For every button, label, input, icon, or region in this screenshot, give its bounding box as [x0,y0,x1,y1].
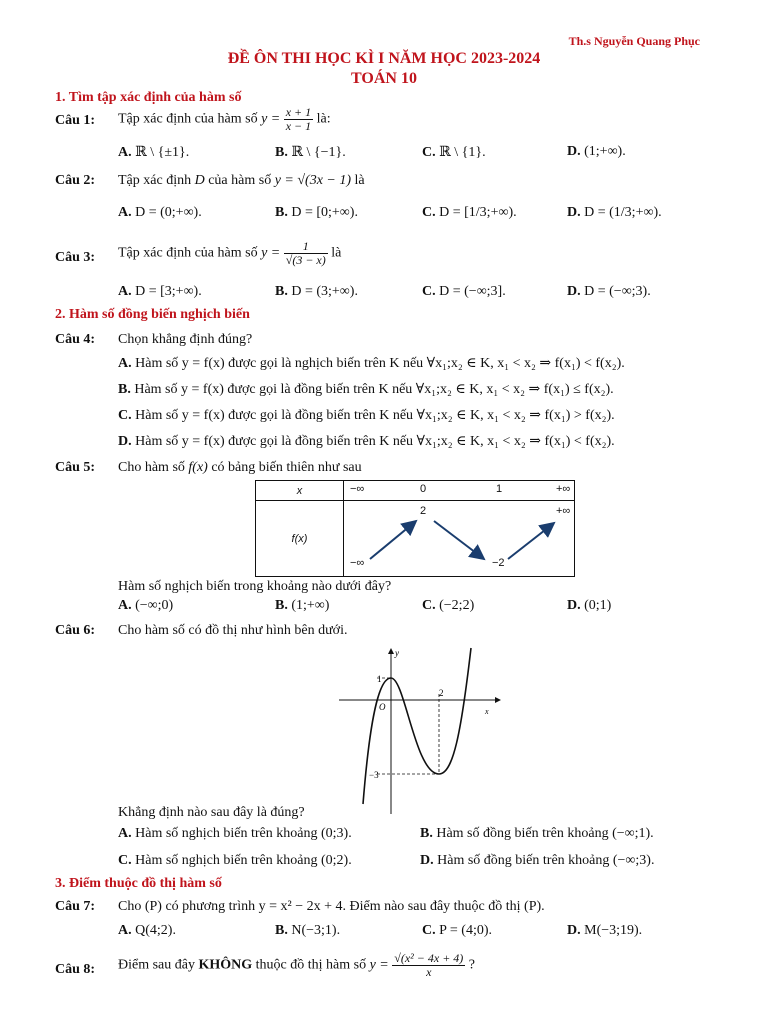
question-label-6: Câu 6: [55,623,96,638]
q1-numerator: x + 1 [285,105,312,119]
q2-option-c-text: D = [1/3;+∞). [439,205,517,220]
table-x-header: x [256,481,344,501]
q6-option-c: C. Hàm số nghịch biến trên khoảng (0;2). [118,853,352,868]
q2-option-d-text: D = (1/3;+∞). [584,205,662,220]
q2-option-c: C. D = [1/3;+∞). [422,205,517,220]
q6-option-a: A. Hàm số nghịch biến trên khoảng (0;3). [118,826,352,841]
question-text-7: Cho (P) có phương trình y = x² − 2x + 4. Điểm nào sau đây thuộc đồ thị (P). [118,899,545,914]
q7-option-a: A. Q(4;2). [118,923,176,938]
y-axis-arrow [388,648,394,654]
q8-fraction [392,952,465,979]
q7-option-b: B. N(−3;1). [275,923,341,938]
q2-var: D [194,173,205,188]
q1-denominator: x − 1 [285,119,312,133]
x-value-2: 0 [420,483,427,495]
author-name: Th.s Nguyễn Quang Phục [568,34,700,48]
variation-table [255,480,575,577]
question-label-8: Câu 8: [55,962,96,977]
q5-option-a-text: (−∞;0) [135,598,174,613]
q7-option-d: D. M(−3;19). [567,923,643,938]
x-axis-arrow [495,697,501,703]
q8-text-a: Điểm sau đây [118,957,195,973]
q1-option-c-text: ℝ \ {1}. [439,145,486,160]
q7-option-c-text: P = (4;0). [439,923,493,938]
x-axis-label: x [485,707,489,716]
q1-func-lhs: y = [261,111,281,127]
q2-option-a: A. D = (0;+∞). [118,205,202,220]
question-text-4: Chọn khẳng định đúng? [118,332,253,347]
q6-option-d-text: Hàm số đồng biến trên khoảng (−∞;3). [437,853,655,868]
q8-text-b: thuộc đồ thị hàm số [255,957,367,973]
page-subtitle: TOÁN 10 [351,70,417,87]
q3-text-b: là [331,245,342,261]
q5-option-c-text: (−2;2) [439,598,475,613]
x-value-4: +∞ [556,483,571,495]
y-axis-label: y [395,648,399,658]
question-text-5 [118,460,362,476]
question-label-2: Câu 2: [55,173,96,188]
arrow-up-1 [370,521,416,559]
q4-option-a: A. Hàm số y = f(x) được gọi là nghịch biến trên K nếu ∀x₁;x₂ ∈ K, x₁ < x₂ ⇒ f(x₁) < f(x₂). [118,356,625,371]
q4-option-c-text: Hàm số y = f(x) được gọi là đồng biến trên K nếu ∀x₁;x₂ ∈ K, x₁ < x₂ ⇒ f(x₁) > f(x₂). [135,408,615,423]
f-value-2: 2 [420,505,427,517]
q4-option-c: C. Hàm số y = f(x) được gọi là đồng biến trên K nếu ∀x₁;x₂ ∈ K, x₁ < x₂ ⇒ f(x₁) > f(x₂). [118,408,615,423]
q5-text-a: Cho hàm số [118,460,185,475]
q3-func-lhs: y = [261,245,281,261]
q3-fraction [284,240,328,267]
q5-option-d-text: (0;1) [584,598,612,613]
q7-option-c: C. P = (4;0). [422,923,493,938]
q3-option-d-text: D = (−∞;3). [584,284,651,299]
question-text-6: Cho hàm số có đồ thị như hình bên dưới. [118,623,348,638]
q3-numerator: 1 [284,240,328,254]
arrow-up-2 [508,523,554,559]
q3-option-d: D. D = (−∞;3). [567,284,651,299]
section-heading-3: 3. Điểm thuộc đồ thị hàm số [55,876,222,891]
q3-option-b: B. D = (3;+∞). [275,284,358,299]
question-text-8 [118,952,475,979]
q8-numerator: √(x² − 4x + 4) [394,951,464,965]
question-text-2 [118,173,365,189]
q2-text-c: là [354,173,365,188]
table-x-values [344,481,575,501]
y-max-label: 1 [377,674,382,684]
q2-text-b: của hàm số [208,173,272,188]
question-label-1: Câu 1: [55,113,96,128]
x-value-3: 1 [496,483,503,495]
q5-func: f(x) [188,460,208,475]
question-label-7: Câu 7: [55,899,96,914]
q1-fraction [284,106,313,133]
table-fx-values [344,501,575,577]
q5-text-b: có bảng biến thiên như sau [211,460,362,475]
q6-option-b-text: Hàm số đồng biến trên khoảng (−∞;1). [436,826,654,841]
q8-func-lhs: y = [369,957,389,973]
x-tick-label: 2 [439,688,444,698]
q7-option-d-text: M(−3;19). [584,923,643,938]
q3-option-c: C. D = (−∞;3]. [422,284,506,299]
q5-option-b-text: (1;+∞) [291,598,330,613]
q5-question: Hàm số nghịch biến trong khoảng nào dưới đây? [118,579,392,594]
q1-text-a: Tập xác định của hàm số [118,111,258,127]
section-heading-1: 1. Tìm tập xác định của hàm số [55,90,242,105]
f-value-4: +∞ [556,505,571,517]
section-heading-2: 2. Hàm số đồng biến nghịch biến [55,307,250,322]
q3-option-a: A. D = [3;+∞). [118,284,202,299]
q5-option-c: C. (−2;2) [422,598,475,613]
q6-question: Khẳng định nào sau đây là đúng? [118,805,305,820]
q4-option-a-text: Hàm số y = f(x) được gọi là nghịch biến trên K nếu ∀x₁;x₂ ∈ K, x₁ < x₂ ⇒ f(x₁) < f(x₂). [135,356,625,371]
arrow-down [434,521,484,559]
q5-option-b: B. (1;+∞) [275,598,330,613]
q7-option-a-text: Q(4;2). [135,923,176,938]
q6-option-d: D. Hàm số đồng biến trên khoảng (−∞;3). [420,853,655,868]
q2-option-b-text: D = [0;+∞). [291,205,358,220]
q5-option-a: A. (−∞;0) [118,598,174,613]
q1-option-b: B. ℝ \ {−1}. [275,145,346,160]
q6-option-b: B. Hàm số đồng biến trên khoảng (−∞;1). [420,826,654,841]
variation-arrows [344,501,578,577]
table-fx-header: f(x) [256,501,344,577]
q3-text-a: Tập xác định của hàm số [118,245,258,261]
q2-func: y = √(3x − 1) [274,173,352,188]
q1-option-c: C. ℝ \ {1}. [422,145,486,160]
q1-option-a: A. ℝ \ {±1}. [118,145,190,160]
q1-text-b: là: [316,111,331,127]
question-text-1 [118,106,331,133]
q5-option-d: D. (0;1) [567,598,612,613]
q3-option-b-text: D = (3;+∞). [291,284,358,299]
q7-option-b-text: N(−3;1). [291,923,341,938]
y-min-label: −3 [369,770,379,780]
function-graph [335,644,505,816]
q1-option-a-text: ℝ \ {±1}. [135,145,190,160]
q4-option-d: D. Hàm số y = f(x) được gọi là đồng biến trên K nếu ∀x₁;x₂ ∈ K, x₁ < x₂ ⇒ f(x₁) < f(x₂). [118,434,615,449]
question-label-5: Câu 5: [55,460,96,475]
q2-option-d: D. D = (1/3;+∞). [567,205,662,220]
q8-emphasis: KHÔNG [198,957,253,973]
q1-option-d-text: (1;+∞). [584,144,626,159]
q1-option-d: D. (1;+∞). [567,144,626,159]
q6-option-c-text: Hàm số nghịch biến trên khoảng (0;2). [135,853,352,868]
q2-text-a: Tập xác định [118,173,192,188]
q6-option-a-text: Hàm số nghịch biến trên khoảng (0;3). [135,826,352,841]
q8-denominator: x [426,965,432,979]
question-label-3: Câu 3: [55,250,96,265]
q3-option-c-text: D = (−∞;3]. [439,284,506,299]
question-label-4: Câu 4: [55,332,96,347]
f-value-1: −∞ [350,557,365,569]
graph-curve [363,648,471,804]
origin-label: O [379,702,386,712]
q3-denominator: √(3 − x) [285,253,326,267]
q4-option-d-text: Hàm số y = f(x) được gọi là đồng biến trên K nếu ∀x₁;x₂ ∈ K, x₁ < x₂ ⇒ f(x₁) < f(x₂). [135,434,615,449]
page-title: ĐỀ ÔN THI HỌC KÌ I NĂM HỌC 2023-2024 [227,50,541,67]
q4-option-b: B. Hàm số y = f(x) được gọi là đồng biến trên K nếu ∀x₁;x₂ ∈ K, x₁ < x₂ ⇒ f(x₁) ≤ f(x₂). [118,382,614,397]
q2-option-b: B. D = [0;+∞). [275,205,358,220]
q2-option-a-text: D = (0;+∞). [135,205,202,220]
q1-option-b-text: ℝ \ {−1}. [291,145,346,160]
question-text-3 [118,240,341,267]
q4-option-b-text: Hàm số y = f(x) được gọi là đồng biến trên K nếu ∀x₁;x₂ ∈ K, x₁ < x₂ ⇒ f(x₁) ≤ f(x₂). [134,382,614,397]
x-value-1: −∞ [350,483,365,495]
q3-option-a-text: D = [3;+∞). [135,284,202,299]
q8-text-c: ? [468,957,476,973]
f-value-3: −2 [492,557,505,569]
